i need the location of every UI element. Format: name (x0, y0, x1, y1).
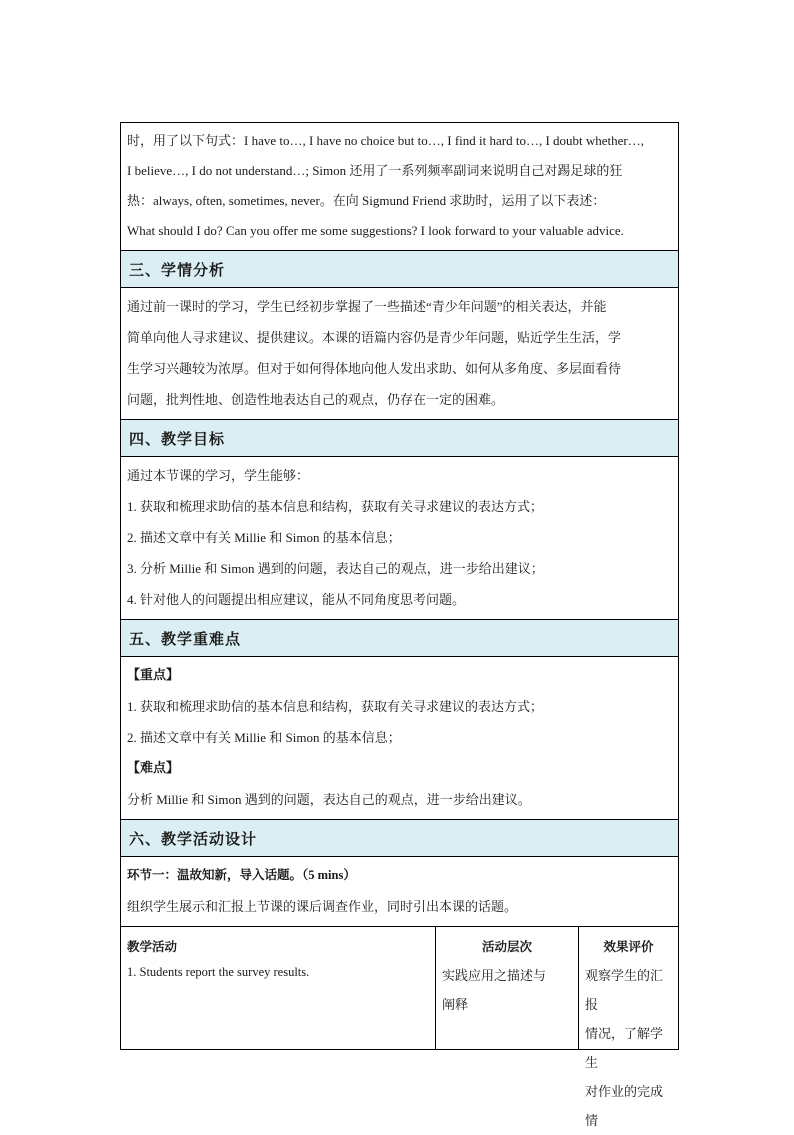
activity-column (121, 927, 436, 1049)
evaluation-column (579, 927, 678, 1128)
intro-text-block (121, 123, 678, 251)
evaluation-line: 情况，了解学生 (585, 1026, 664, 1070)
evaluation-line: 观察学生的汇报 (585, 968, 664, 1012)
intro-line: 时，用了以下句式：I have to…, I have no choice but to…, I find it hard to…, I doubt whether…, (127, 133, 645, 148)
objective-line: 通过本节课的学习，学生能够： (127, 468, 310, 483)
activity-column-head: 教学活动 (127, 940, 178, 954)
intro-line: 热：always, often, sometimes, never。在向 Sigmund Friend 求助时，运用了以下表述： (127, 193, 606, 208)
level-line: 阐释 (442, 997, 469, 1012)
lesson-plan-table (120, 122, 679, 1128)
section-4-header: 四、教学目标 (121, 420, 678, 457)
section-3-header: 三、学情分析 (121, 251, 678, 288)
intro-line: I believe…, I do not understand…; Simon 还用了一系列频率副词来说明自己对踢足球的狂 (127, 163, 623, 178)
section-5-header: 五、教学重难点 (121, 620, 678, 657)
objective-line: 1. 获取和梳理求助信的基本信息和结构，获取有关寻求建议的表达方式； (127, 499, 544, 514)
key-point-line: 2. 描述文章中有关 Millie 和 Simon 的基本信息； (127, 730, 401, 745)
student-analysis-line: 简单向他人寻求建议、提供建议。本课的语篇内容仍是青少年问题，贴近学生生活，学 (127, 330, 622, 345)
level-line: 实践应用之描述与 (442, 968, 547, 983)
section-4-body (121, 457, 678, 620)
objective-line: 4. 针对他人的问题提出相应建议，能从不同角度思考问题。 (127, 592, 466, 607)
section-6-header: 六、教学活动设计 (121, 820, 678, 857)
step-description: 组织学生展示和汇报上节课的课后调查作业，同时引出本课的话题。 (127, 899, 518, 914)
objective-line: 3. 分析 Millie 和 Simon 遇到的问题，表达自己的观点，进一步给出建议； (127, 561, 544, 576)
step-title: 环节一：温故知新，导入话题。（5 mins） (127, 868, 356, 882)
section-6-step (121, 857, 678, 927)
key-points-label: 【重点】 (127, 668, 180, 683)
activity-table-row (121, 927, 678, 1128)
evaluation-line: 对作业的完成情 (585, 1084, 664, 1128)
student-analysis-line: 通过前一课时的学习，学生已经初步掌握了一些描述“青少年问题”的相关表达，并能 (127, 299, 607, 314)
student-analysis-line: 问题，批判性地、创造性地表达自己的观点，仍存在一定的困难。 (127, 392, 505, 407)
key-point-line: 1. 获取和梳理求助信的基本信息和结构，获取有关寻求建议的表达方式； (127, 699, 544, 714)
difficult-point-line: 分析 Millie 和 Simon 遇到的问题，表达自己的观点，进一步给出建议。 (127, 792, 531, 807)
intro-line: What should I do? Can you offer me some suggestions? I look forward to your valuable advice. (127, 223, 624, 238)
level-column (436, 927, 579, 1049)
student-analysis-line: 生学习兴趣较为浓厚。但对于如何得体地向他人发出求助、如何从多角度、多层面看待 (127, 361, 622, 376)
activity-text: 1. Students report the survey results. (127, 965, 310, 979)
difficult-points-label: 【难点】 (127, 761, 180, 776)
objective-line: 2. 描述文章中有关 Millie 和 Simon 的基本信息； (127, 530, 401, 545)
section-3-body (121, 288, 678, 420)
level-column-head: 活动层次 (481, 940, 532, 954)
section-5-body (121, 657, 678, 820)
evaluation-column-head: 效果评价 (603, 940, 654, 954)
